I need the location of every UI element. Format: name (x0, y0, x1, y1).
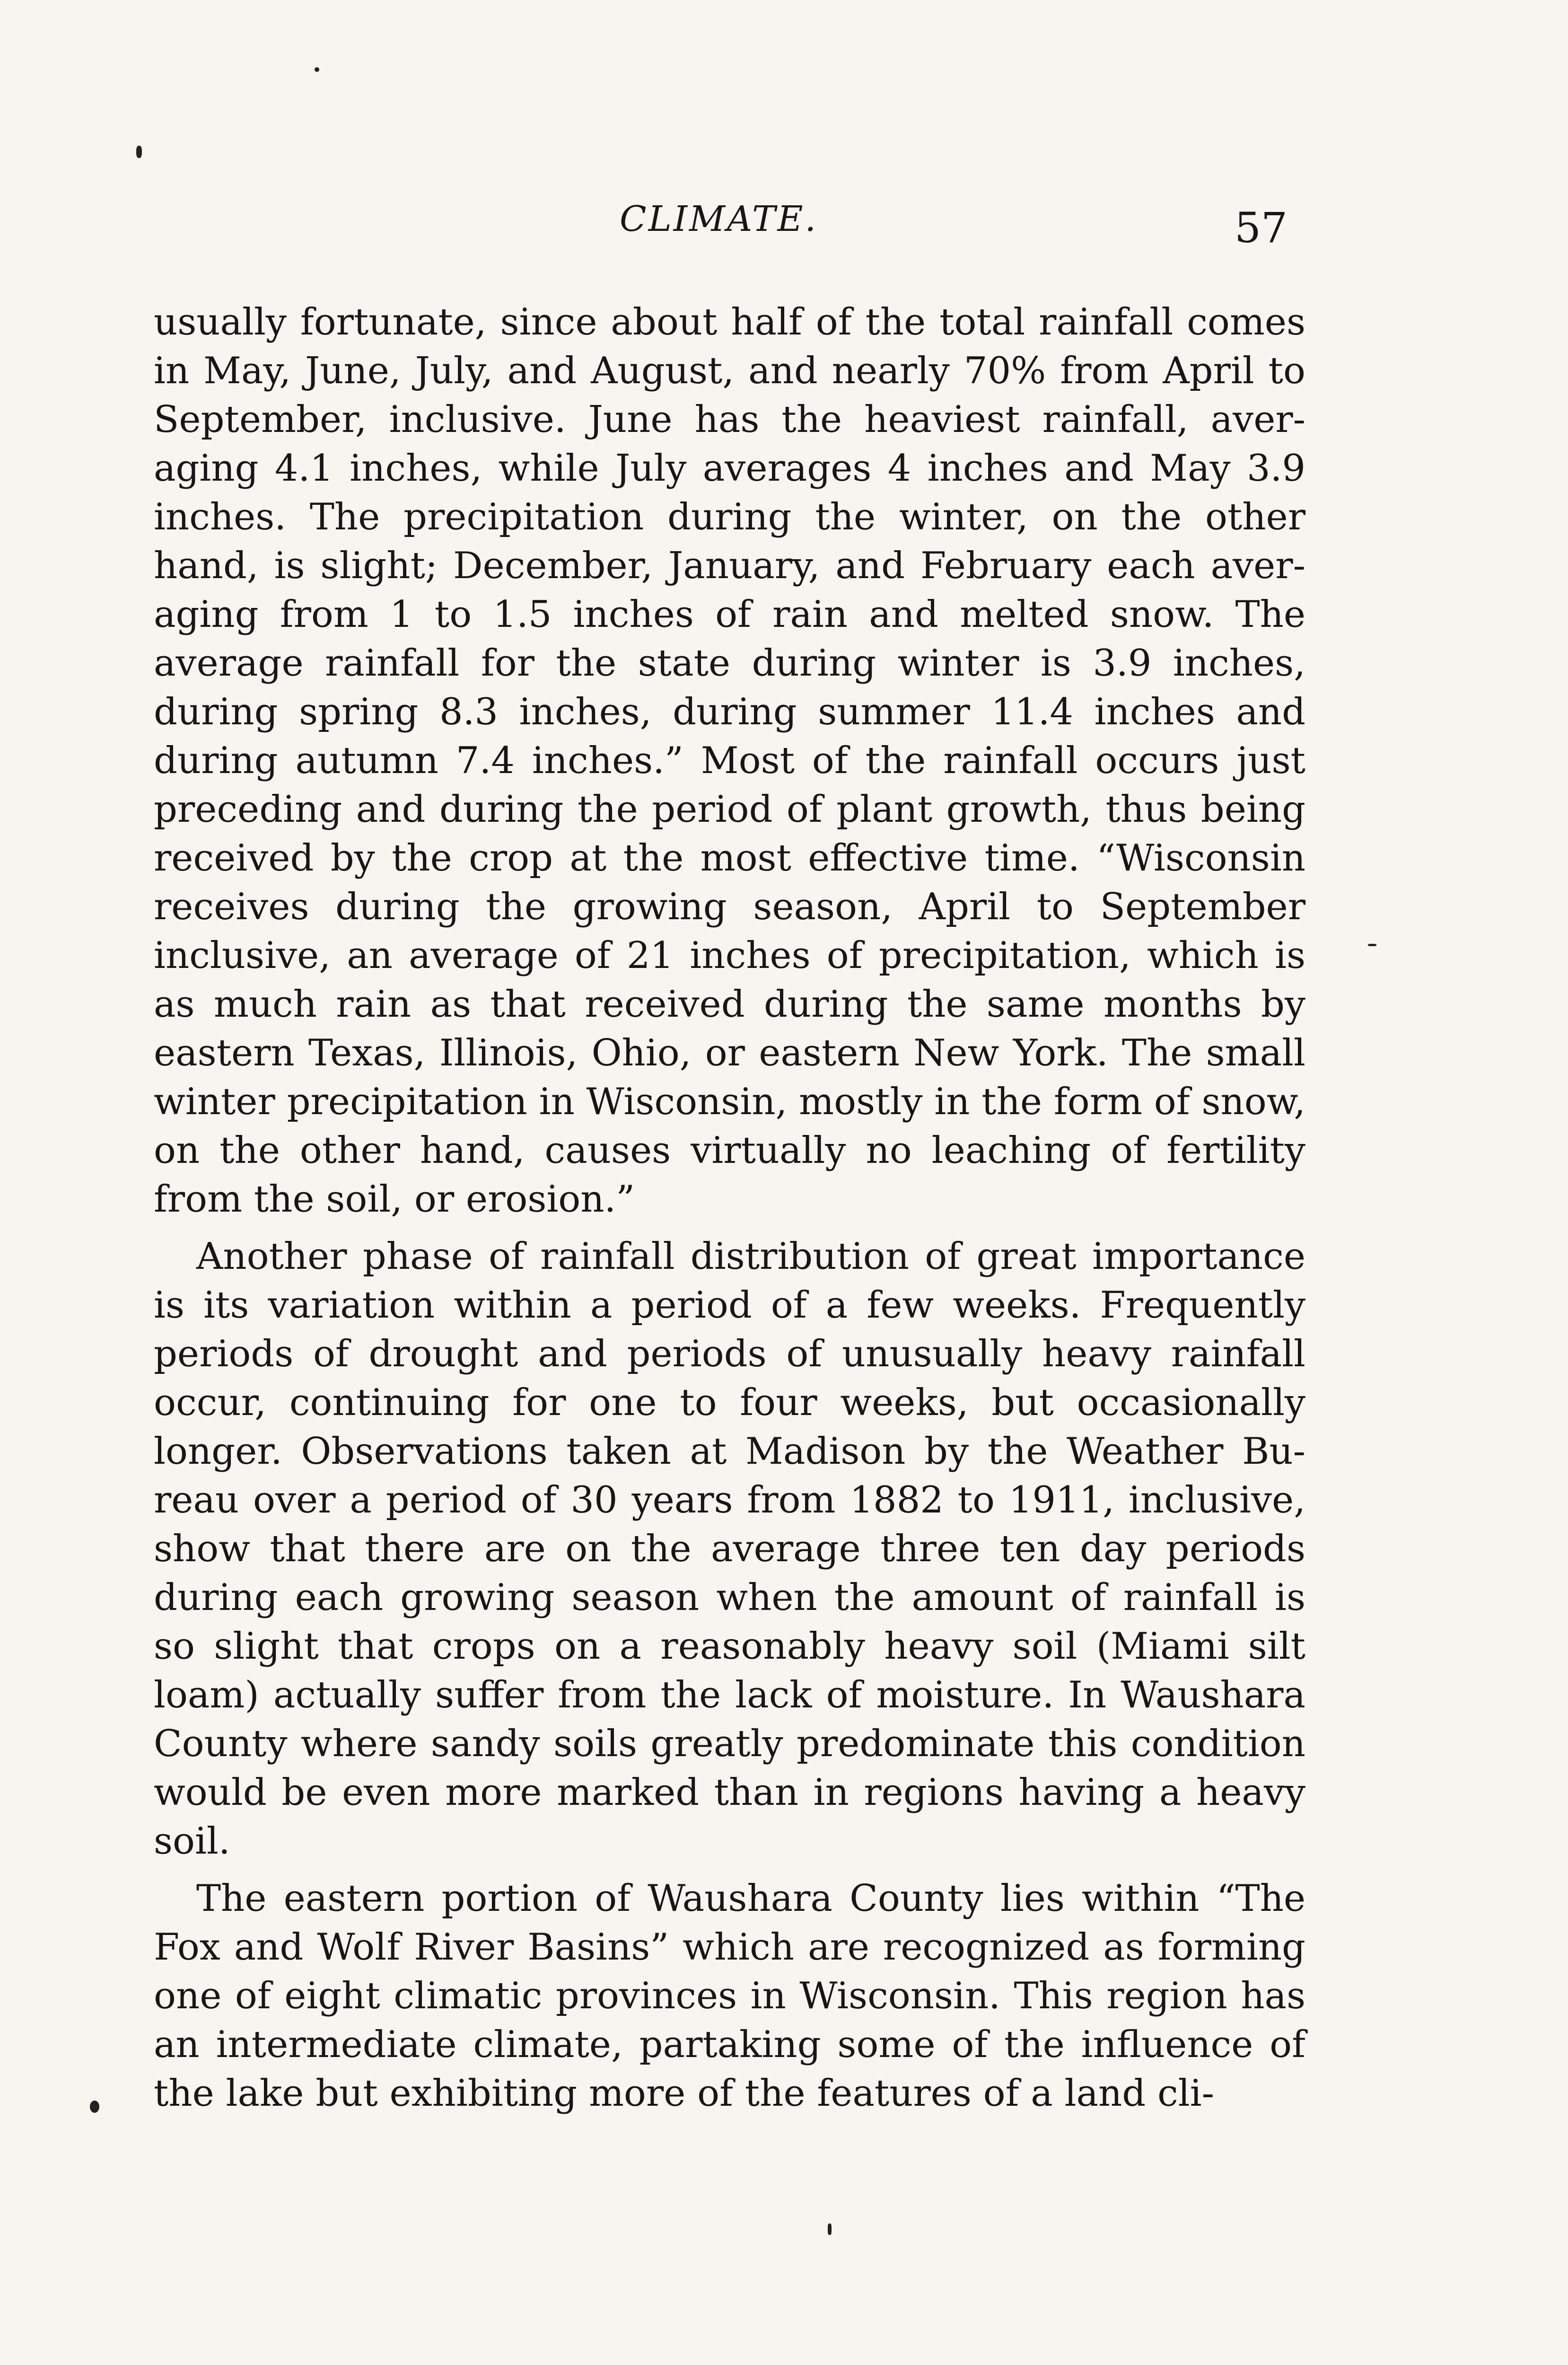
scan-speck (136, 146, 142, 158)
paragraph-rainfall-variation: Another phase of rainfall distribution of great importance is its variation within a period of a few weeks. Frequently periods of drought and periods of unusually heavy rainfall occur, continuing for one to four weeks, but occasionally longer. Observations taken at Madison by the Weather Bureau over a period of 30 years from 1882 to 1911, inclusive, show that there are on the average three ten day periods during each growing season when the amount of rainfall is so slight that crops on a reasonably heavy soil (Miami silt loam) actually suffer from the lack of moisture. In Waushara County where sandy soils greatly predominate this condition would be even more marked than in regions having a heavy soil. (154, 1235, 1305, 1863)
body-text (154, 298, 1305, 2118)
scan-speck (1368, 944, 1376, 946)
scan-speck (828, 2224, 832, 2235)
scan-speck (315, 67, 319, 72)
page-number: 57 (1235, 203, 1288, 252)
running-head-title: CLIMATE. (620, 199, 818, 239)
paragraph-rainfall-continued: usually fortunate, since about half of the total rainfall comes in May, June, July, and August, and nearly 70% from April to September, inclusive. June has the heaviest rainfall, averaging 4.1 inches, while July averages 4 inches and May 3.9 inches. The precipitation during the winter, on the other hand, is slight; December, January, and February each averaging from 1 to 1.5 inches of rain and melted snow. The average rainfall for the state during winter is 3.9 inches, during spring 8.3 inches, during summer 11.4 inches and during autumn 7.4 inches.” Most of the rainfall occurs just preceding and during the period of plant growth, thus being received by the crop at the most effective time. “Wisconsin receives during the growing season, April to September inclusive, an average of 21 inches of precipitation, which is as much rain as that received during the same months by eastern Texas, Illinois, Ohio, or eastern New York. The small winter precipitation in Wisconsin, mostly in the form of snow, on the other hand, causes virtually no leaching of fertility from the soil, or erosion.” (154, 301, 1305, 1221)
paragraph-climatic-provinces: The eastern portion of Waushara County lies within “The Fox and Wolf River Basins” which are recognized as forming one of eight climatic provinces in Wisconsin. This region has an intermediate climate, partaking some of the influence of the lake but exhibiting more of the features of a land cli- (154, 1877, 1305, 2115)
scan-speck (90, 2101, 99, 2113)
